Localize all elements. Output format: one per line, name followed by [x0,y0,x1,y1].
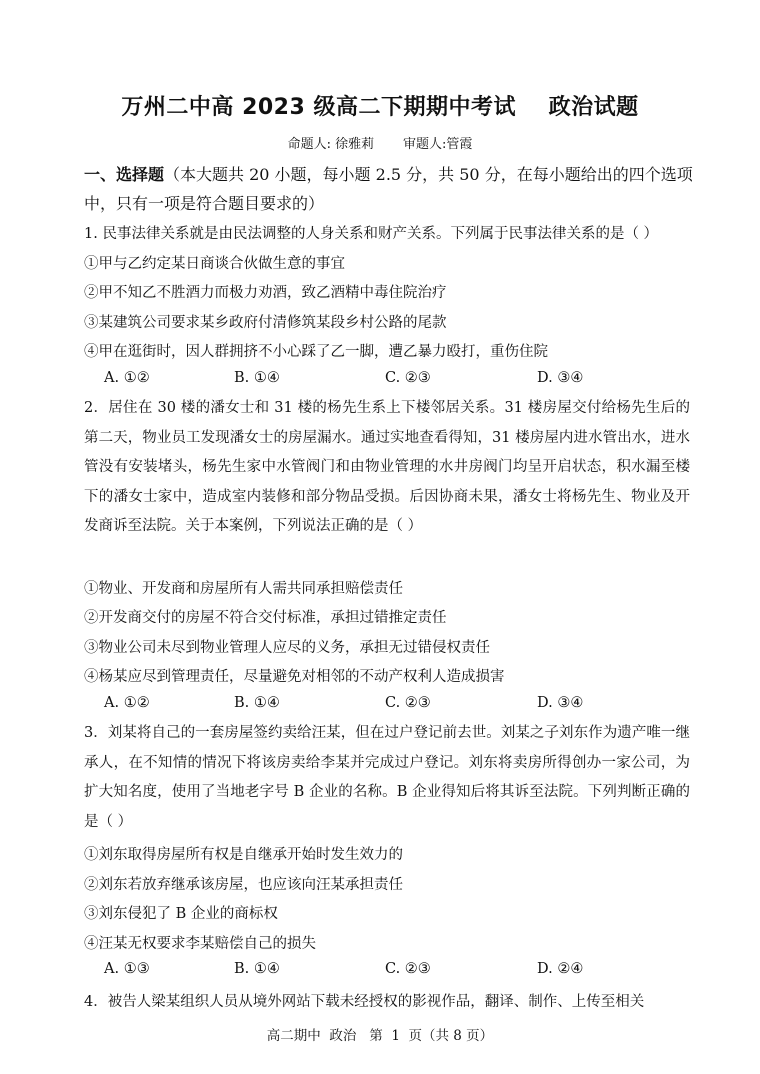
question-1-item-2: ②甲不知乙不胜酒力而极力劝酒，致乙酒精中毒住院治疗 [84,285,447,301]
question-3-item-3: ③刘东侵犯了 B 企业的商标权 [84,906,278,922]
option-c: C. ②③ [385,370,431,386]
question-1-item-1: ①甲与乙约定某日商谈合伙做生意的事宜 [84,256,345,272]
question-3-item-4: ④汪某无权要求李某赔偿自己的损失 [84,936,316,952]
option-a: A. ①② [104,695,150,711]
option-c: C. ②③ [385,695,431,711]
question-3-options [104,961,624,983]
question-2-item-4: ④杨某应尽到管理责任，尽量避免对相邻的不动产权利人造成损害 [84,669,505,685]
section-heading [84,160,694,218]
question-3-stem: 3．刘某将自己的一套房屋签约卖给汪某，但在过户登记前去世。刘某之子刘东作为遗产唯一继承人，在不知情的情况下将该房卖给李某并完成过户登记。刘东将卖房所得创办一家公司，为扩大知名度，使用了当地老字号 B 企业的名称。B 企业得知后将其诉至法院。下列判断正确的是（ ） [84,725,690,830]
exam-authors: 命题人: 徐雅莉 审题人:管霞 [287,137,473,152]
question-2-item-1: ①物业、开发商和房屋所有人需共同承担赔偿责任 [84,581,403,597]
question-1-item-3: ③某建筑公司要求某乡政府付清修筑某段乡村公路的尾款 [84,315,447,331]
question-2-item-3: ③物业公司未尽到物业管理人应尽的义务，承担无过错侵权责任 [84,640,490,656]
question-4-stem: 4．被告人梁某组织人员从境外网站下载未经授权的影视作品，翻译、制作、上传至相关 [84,994,645,1010]
option-c: C. ②③ [385,961,431,977]
option-d: D. ③④ [537,370,584,386]
option-a: A. ①② [104,370,150,386]
question-3-item-2: ②刘东若放弃继承该房屋，也应该向汪某承担责任 [84,877,403,893]
option-d: D. ③④ [537,695,584,711]
section-instructions: （本大题共 20 小题，每小题 2.5 分，共 50 分，在每小题给出的四个选项中，只有一项是符合题目要求的） [84,165,693,213]
question-3-item-1: ①刘东取得房屋所有权是自继承开始时发生效力的 [84,847,403,863]
option-b: B. ①④ [234,370,280,386]
page-footer: 高二期中 政治 第 1 页（共 8 页） [266,1028,494,1044]
question-2-item-2: ②开发商交付的房屋不符合交付标准，承担过错推定责任 [84,610,447,626]
option-d: D. ②④ [537,961,584,977]
option-b: B. ①④ [234,695,280,711]
exam-title: 万州二中高 2023 级高二下期期中考试 政治试题 [121,95,639,120]
question-1-item-4: ④甲在逛街时，因人群拥挤不小心踩了乙一脚，遭乙暴力殴打，重伤住院 [84,344,548,360]
question-1-stem: 1. 民事法律关系就是由民法调整的人身关系和财产关系。下列属于民事法律关系的是（ ） [84,226,659,242]
section-title: 一、选择题 [84,165,165,184]
question-1-options [104,370,624,392]
option-a: A. ①③ [104,961,150,977]
option-b: B. ①④ [234,961,280,977]
question-2-stem: 2．居住在 30 楼的潘女士和 31 楼的杨先生系上下楼邻居关系。31 楼房屋交付给杨先生后的第二天，物业员工发现潘女士的房屋漏水。通过实地查看得知，31 楼房屋内进水管出水，进水管没有安装堵头，杨先生家中水管阀门和由物业管理的水井房阀门均呈开启状态，积水漏至楼下的潘女士家中，造成室内装修和部分物品受损。后因协商未果，潘女士将杨先生、物业及开发商诉至法院。关于本案例，下列说法正确的是（ ） [84,400,690,534]
question-2-options [104,695,624,717]
